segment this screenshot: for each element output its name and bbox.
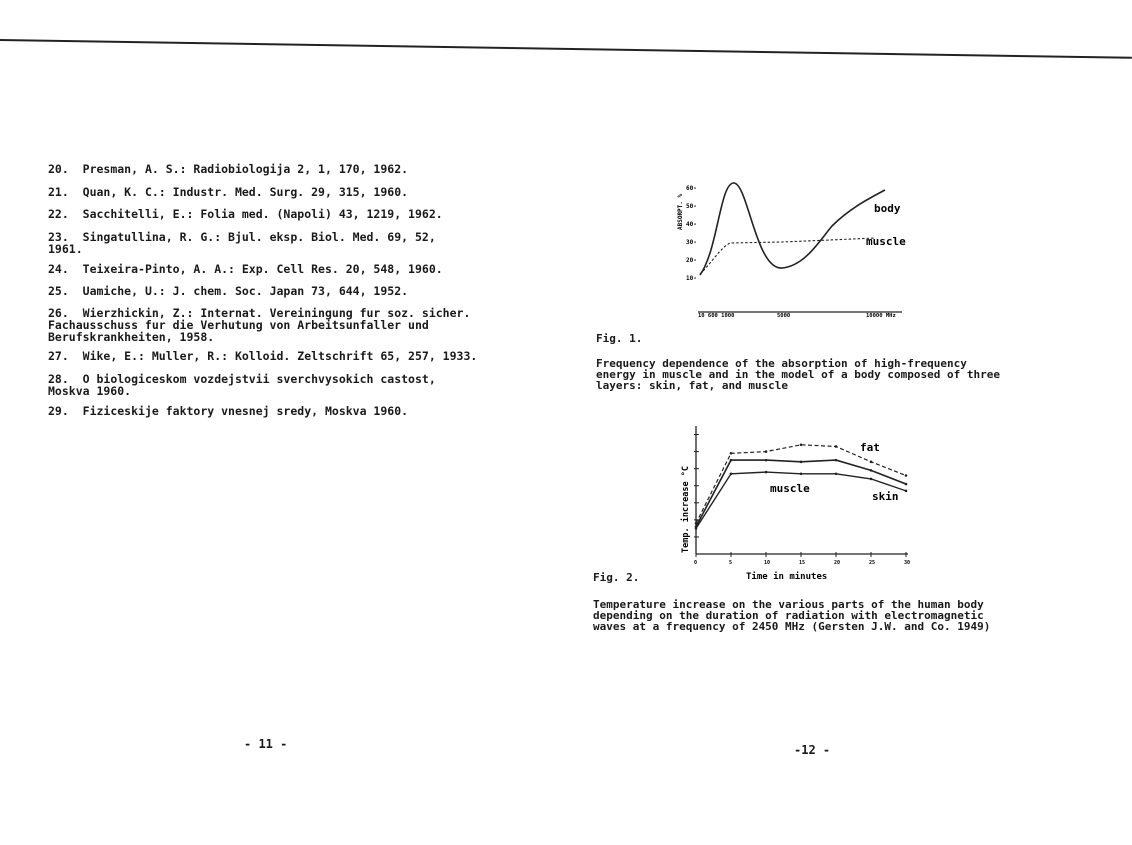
fig2-skin-point-2 <box>765 471 768 474</box>
page-number-left: - 11 - <box>244 737 288 751</box>
fig1-ytick-1: 60- <box>686 185 697 192</box>
fig2-caption-line3: waves at a frequency of 2450 MHz (Gersten J.W. and Co. 1949) <box>593 620 991 633</box>
page-edge-line <box>0 39 1132 59</box>
fig2-skin-point-4 <box>835 472 838 475</box>
fig2-muscle-label: muscle <box>770 482 810 495</box>
fig2-muscle-point-3 <box>800 461 803 464</box>
fig2-fat-point-5 <box>870 461 873 464</box>
reference-29: 29. Fiziceskije faktory vnesnej sredy, Moskva 1960. <box>48 404 409 418</box>
fig1-ytick-3: 40- <box>686 221 697 228</box>
fig2-skin-point-5 <box>870 478 873 481</box>
fig2-xtick-label-0: 0 <box>694 560 698 566</box>
fig2-xtick-label-4: 20 <box>834 560 841 566</box>
fig2-xtick-label-1: 5 <box>729 560 733 566</box>
page-number-right: -12 - <box>794 743 831 757</box>
fig2-fat-label: fat <box>860 441 880 454</box>
reference-27: 27. Wike, E.: Muller, R.: Kolloid. Zeltschrift 65, 257, 1933. <box>48 349 478 363</box>
fig1-muscle-label: muscle <box>866 235 906 248</box>
fig2-skin-point-0 <box>695 527 698 530</box>
reference-23: 23. Singatullina, R. G.: Bjul. eksp. Biol. Med. 69, 52, 1961. <box>48 230 436 256</box>
fig2-caption-line1: Temperature increase on the various parts of the human body <box>593 598 984 611</box>
fig2-xlabel: Time in minutes <box>746 572 828 582</box>
fig1-caption-line1: Frequency dependence of the absorption of high-frequency <box>596 357 967 370</box>
fig2-muscle-point-2 <box>765 459 768 462</box>
fig2-skin-point-6 <box>905 490 908 493</box>
reference-26: 26. Wierzhickin, Z.: Internat. Vereiningung fur soz. sicher. Fachausschuss fur die Verhutung von Arbeitsunfaller und Berufskrankheiten, 1958. <box>48 306 471 344</box>
reference-28: 28. O biologiceskom vozdejstvii sverchvysokich castost, Moskva 1960. <box>48 372 436 398</box>
fig1-caption <box>596 358 1000 391</box>
fig2-ylabel: Temp. increase °C <box>681 466 691 553</box>
fig1-xtick-3: 10000 MHz <box>866 313 896 319</box>
fig2-xtick-label-2: 10 <box>764 560 771 566</box>
fig1-body-label: body <box>874 202 901 215</box>
fig2-caption <box>593 599 990 632</box>
fig2-xtick-label-5: 25 <box>869 560 876 566</box>
fig1-ylabel: ABSORPT. % <box>677 193 684 230</box>
fig2-fat-point-1 <box>730 452 733 455</box>
fig1-xtick-2: 5000 <box>777 313 791 319</box>
fig2-skin-point-1 <box>730 472 733 475</box>
fig1-muscle-line <box>700 238 875 274</box>
fig2-fat-point-2 <box>765 450 768 453</box>
fig2-skin-label: skin <box>872 490 899 503</box>
reference-24: 24. Teixeira-Pinto, A. A.: Exp. Cell Res. 20, 548, 1960. <box>48 262 443 276</box>
fig1-ytick-5: 20- <box>686 257 697 264</box>
fig2-muscle-point-6 <box>905 483 908 486</box>
fig1-chart <box>670 170 920 325</box>
fig2-fat-point-3 <box>800 443 803 446</box>
fig2-fat-point-4 <box>835 445 838 448</box>
fig2-fat-point-6 <box>905 474 908 477</box>
fig1-caption-line3: layers: skin, fat, and muscle <box>596 379 789 392</box>
fig2-skin-point-3 <box>800 472 803 475</box>
reference-25: 25. Uamiche, U.: J. chem. Soc. Japan 73, 644, 1952. <box>48 284 409 298</box>
fig1-ytick-group <box>686 185 697 282</box>
fig2-muscle-point-1 <box>730 459 733 462</box>
fig1-label: Fig. 1. <box>596 332 643 345</box>
reference-20: 20. Presman, A. S.: Radiobiologija 2, 1, 170, 1962. <box>48 162 409 176</box>
fig1-ytick-2: 50- <box>686 203 697 210</box>
fig1-xtick-1: 10 600 1000 <box>698 313 735 319</box>
reference-21: 21. Quan, K. C.: Industr. Med. Surg. 29, 315, 1960. <box>48 185 409 199</box>
fig2-muscle-point-4 <box>835 459 838 462</box>
fig2-muscle-point-5 <box>870 469 873 472</box>
fig1-ytick-4: 30- <box>686 239 697 246</box>
fig1-body-line <box>700 183 885 275</box>
fig2-xtick-label-3: 15 <box>799 560 806 566</box>
fig2-label: Fig. 2. <box>593 571 640 584</box>
fig2-caption-line2: depending on the duration of radiation with electromagnetic <box>593 609 984 622</box>
fig1-ytick-6: 10- <box>686 275 697 282</box>
fig1-caption-line2: energy in muscle and in the model of a body composed of three <box>596 368 1000 381</box>
fig2-chart <box>676 418 916 583</box>
reference-22: 22. Sacchitelli, E.: Folia med. (Napoli) 43, 1219, 1962. <box>48 207 443 221</box>
fig2-xtick-label-6: 30 <box>904 560 911 566</box>
